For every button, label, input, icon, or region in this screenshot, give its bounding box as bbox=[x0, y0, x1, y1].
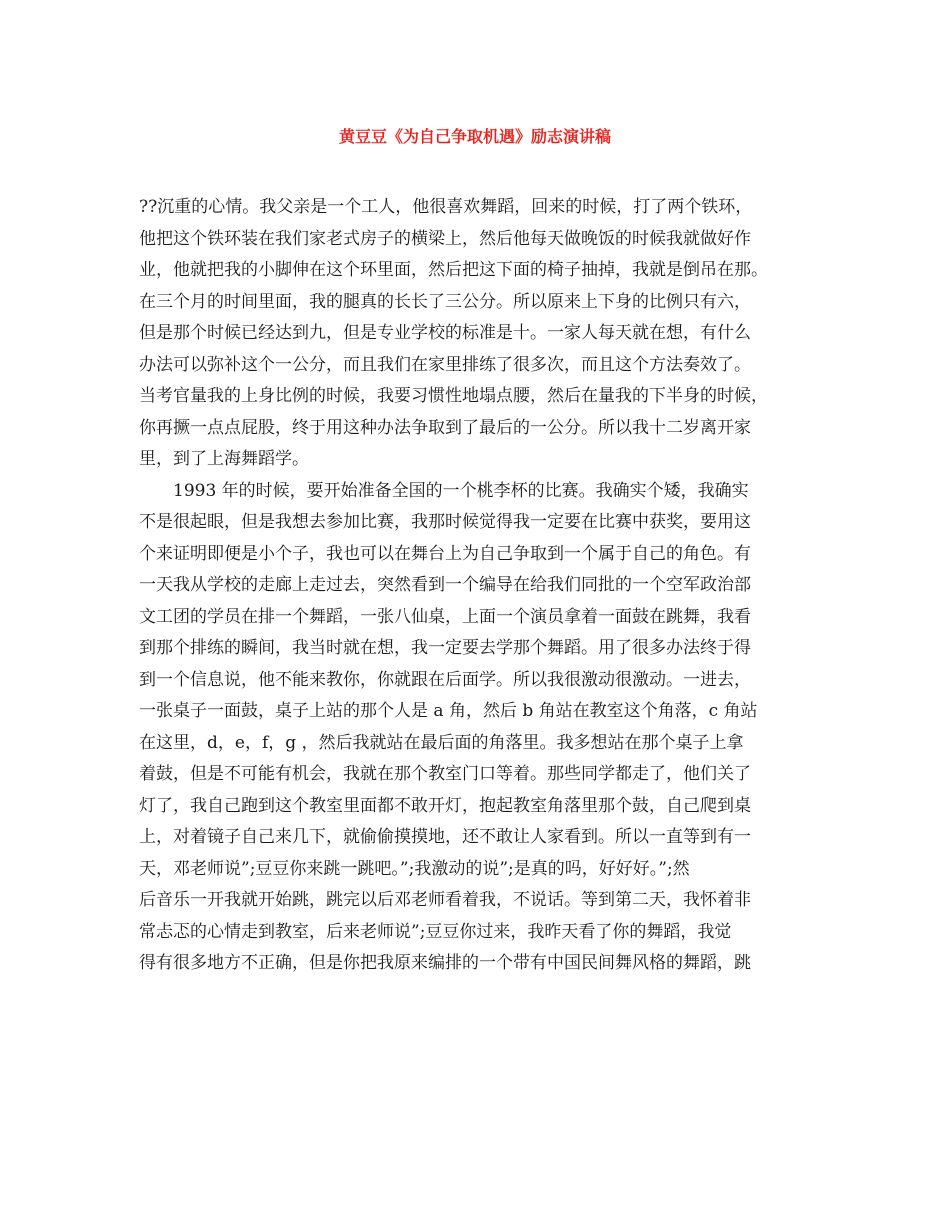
text-line-first: 1993 年的时候，要开始准备全国的一个桃李杯的比赛。我确实个矮，我确实 bbox=[173, 480, 749, 501]
text-line: 一天我从学校的走廊上走过去，突然看到一个编导在给我们同批的一个空军政治部 bbox=[139, 575, 751, 595]
paragraph-1 bbox=[139, 192, 829, 476]
text-line: 办法可以弥补这个一公分，而且我们在家里排练了很多次，而且这个方法奏效了。 bbox=[139, 354, 751, 375]
text-line: 灯了，我自己跑到这个教室里面都不敢开灯，抱起教室角落里那个鼓，自己爬到桌 bbox=[139, 795, 751, 816]
text-line: 天，邓老师说”;豆豆你来跳一跳吧。”;我激动的说”;是真的吗，好好好。”;然 bbox=[139, 858, 690, 879]
text-line: 业，他就把我的小脚伸在这个环里面，然后把这下面的椅子抽掉，我就是倒吊在那。 bbox=[139, 260, 768, 280]
text-line: 在这里，d，e，f，g ，然后我就站在最后面的角落里。我多想站在那个桌子上拿 bbox=[139, 732, 744, 753]
text-line: 个来证明即便是小个子，我也可以在舞台上为自己争取到一个属于自己的角色。有 bbox=[139, 543, 751, 564]
text-line: 他把这个铁环装在我们家老式房子的横梁上，然后他每天做晚饭的时候我就做好作 bbox=[139, 228, 751, 249]
text-line: 上，对着镜子自己来几下，就偷偷摸摸地，还不敢让人家看到。所以一直等到有一 bbox=[139, 827, 751, 847]
text-line: 不是很起眼，但是我想去参加比赛，我那时候觉得我一定要在比赛中获奖，要用这 bbox=[139, 512, 751, 532]
text-line: 得有很多地方不正确，但是你把我原来编排的一个带有中国民间舞风格的舞蹈，跳 bbox=[139, 953, 751, 973]
document-body bbox=[139, 192, 829, 980]
text-line: 到一个信息说，他不能来教你，你就跟在后面学。所以我很激动很激动。一进去， bbox=[139, 669, 751, 690]
text-line: 到那个排练的瞬间，我当时就在想，我一定要去学那个舞蹈。用了很多办法终于得 bbox=[139, 638, 751, 658]
text-line: 文工团的学员在排一个舞蹈，一张八仙桌，上面一个演员拿着一面鼓在跳舞，我看 bbox=[139, 606, 751, 627]
text-line: 后音乐一开我就开始跳，跳完以后邓老师看着我，不说话。等到第二天，我怀着非 bbox=[139, 890, 751, 910]
paragraph-2 bbox=[139, 476, 829, 980]
text-line: 在三个月的时间里面，我的腿真的长长了三公分。所以原来上下身的比例只有六， bbox=[139, 291, 751, 312]
text-line: 常忐忑的心情走到教室，后来老师说”;豆豆你过来，我昨天看了你的舞蹈，我觉 bbox=[139, 921, 732, 942]
text-line: 你再撅一点点屁股，终于用这种办法争取到了最后的一公分。所以我十二岁离开家 bbox=[139, 417, 751, 438]
text-line: 着鼓，但是不可能有机会，我就在那个教室门口等着。那些同学都走了，他们关了 bbox=[139, 764, 751, 784]
text-line: 里，到了上海舞蹈学。 bbox=[139, 449, 309, 469]
text-line: ??沉重的心情。我父亲是一个工人，他很喜欢舞蹈，回来的时候，打了两个铁环， bbox=[139, 197, 753, 217]
text-line: 但是那个时候已经达到九，但是专业学校的标准是十。一家人每天就在想，有什么 bbox=[139, 323, 751, 343]
text-line: 一张桌子一面鼓，桌子上站的那个人是 a 角，然后 b 角站在教室这个角落，c 角站 bbox=[139, 701, 758, 721]
document-title: 黄豆豆《为自己争取机遇》励志演讲稿 bbox=[338, 127, 611, 146]
text-line: 当考官量我的上身比例的时候，我要习惯性地塌点腰，然后在量我的下半身的时候， bbox=[139, 386, 768, 406]
